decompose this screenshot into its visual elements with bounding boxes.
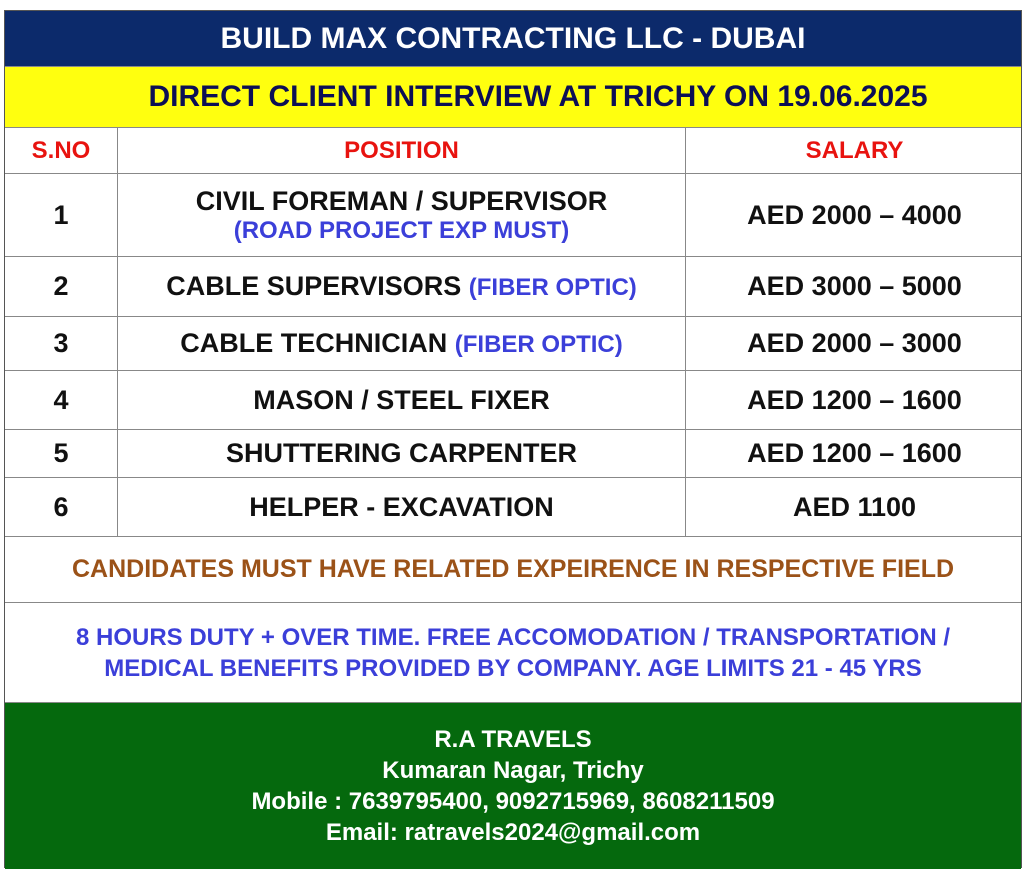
- row-position: HELPER - EXCAVATION: [118, 478, 686, 536]
- row-salary: AED 1100: [792, 491, 917, 522]
- benefits-notice: [5, 603, 1021, 703]
- row-position: [118, 174, 686, 256]
- position-note: (ROAD PROJECT EXP MUST): [233, 216, 570, 244]
- position-title: CABLE TECHNICIAN: [180, 328, 448, 358]
- table-row: [5, 371, 1021, 430]
- benefits-line-2: MEDICAL BENEFITS PROVIDED BY COMPANY. AGE LIMITS 21 - 45 YRS: [104, 654, 922, 682]
- company-title-text: BUILD MAX CONTRACTING LLC - DUBAI: [220, 21, 806, 55]
- table-row: [5, 478, 1021, 537]
- row-salary: AED 1200 – 1600: [747, 438, 962, 468]
- row-position: MASON / STEEL FIXER: [118, 371, 686, 429]
- position-line: [180, 328, 623, 359]
- row-salary: AED 3000 – 5000: [747, 271, 962, 301]
- row-position: SHUTTERING CARPENTER: [118, 430, 686, 477]
- row-sno: 6: [5, 478, 118, 536]
- table-row: [5, 430, 1021, 478]
- position-note: (FIBER OPTIC): [454, 331, 623, 358]
- benefits-line-1: 8 HOURS DUTY + OVER TIME. FREE ACCOMODATION / TRANSPORTATION /: [75, 623, 951, 651]
- column-header-sno: S.NO: [5, 128, 118, 173]
- contact-mobile: Mobile : 7639795400, 9092715969, 8608211509: [251, 788, 775, 815]
- position-title: CIVIL FOREMAN / SUPERVISOR: [195, 185, 608, 216]
- contact-footer: [5, 703, 1021, 869]
- job-poster: [4, 10, 1022, 868]
- row-position: [118, 317, 686, 370]
- row-sno: 4: [5, 371, 118, 429]
- column-header-salary: SALARY: [805, 136, 904, 164]
- experience-requirement: [5, 537, 1021, 603]
- position-line: [166, 271, 637, 302]
- row-salary: AED 2000 – 4000: [747, 199, 962, 230]
- interview-banner-text: DIRECT CLIENT INTERVIEW AT TRICHY ON 19.06.2025: [148, 80, 928, 113]
- agency-name: R.A TRAVELS: [434, 726, 592, 753]
- agency-address: Kumaran Nagar, Trichy: [382, 757, 644, 784]
- row-salary: AED 2000 – 3000: [747, 328, 962, 358]
- interview-banner: [5, 67, 1021, 128]
- contact-email: Email: ratravels2024@gmail.com: [325, 819, 701, 846]
- position-note: (FIBER OPTIC): [468, 274, 637, 301]
- table-header: [5, 128, 1021, 174]
- column-header-position: POSITION: [118, 128, 686, 173]
- row-sno: 3: [5, 317, 118, 370]
- row-sno: 1: [5, 174, 118, 256]
- table-row: [5, 257, 1021, 317]
- row-sno: 5: [5, 430, 118, 477]
- position-title: CABLE SUPERVISORS: [166, 271, 462, 301]
- row-salary: AED 1200 – 1600: [747, 384, 962, 415]
- company-title: [5, 11, 1021, 67]
- table-row: [5, 174, 1021, 257]
- row-position: [118, 257, 686, 316]
- table-row: [5, 317, 1021, 371]
- row-sno: 2: [5, 257, 118, 316]
- experience-text: CANDIDATES MUST HAVE RELATED EXPEIRENCE IN RESPECTIVE FIELD: [71, 555, 955, 583]
